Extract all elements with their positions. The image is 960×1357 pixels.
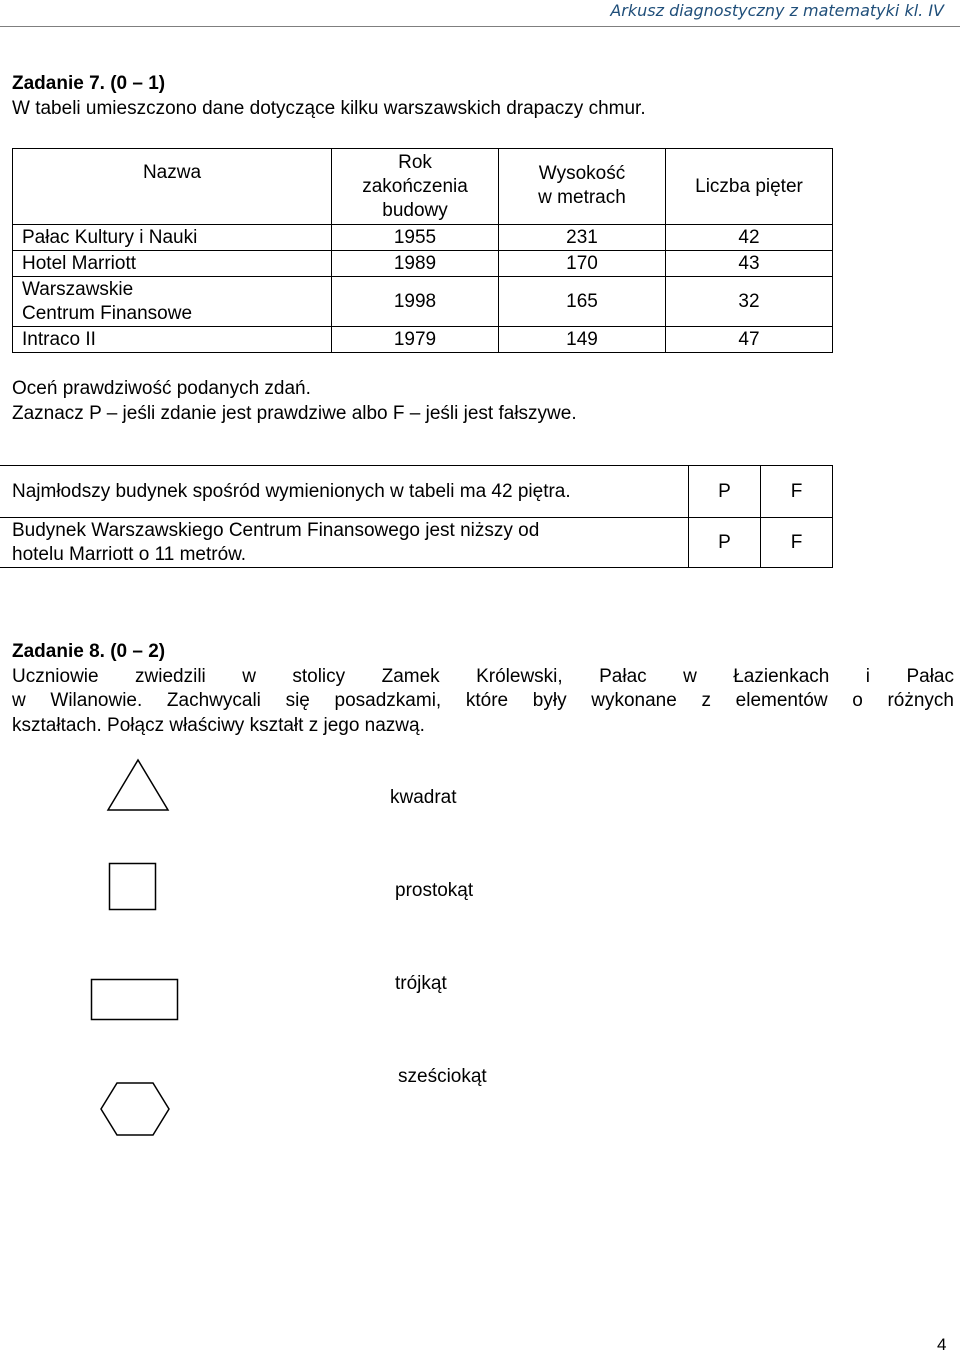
statement-text <box>0 518 689 568</box>
cell-floors: 32 <box>666 277 833 327</box>
cell-height: 231 <box>499 225 666 251</box>
cell-year: 1998 <box>332 277 499 327</box>
answer-false-cell[interactable] <box>761 466 833 518</box>
statement-row <box>0 518 833 568</box>
shape-name-kwadrat[interactable]: kwadrat <box>390 787 457 808</box>
cell-height: 170 <box>499 251 666 277</box>
shape-name-prostokat[interactable]: prostokąt <box>395 880 474 901</box>
true-false-table <box>0 465 833 568</box>
statement-row <box>0 466 833 518</box>
header-year-line3: budowy <box>382 199 448 221</box>
table-row <box>13 225 833 251</box>
rectangle-shape[interactable] <box>90 978 180 1022</box>
task8-text-line3: kształtach. Połącz właściwy kształt z jego nazwą. <box>12 715 425 736</box>
answer-false-option[interactable]: F <box>790 480 803 502</box>
document-header: Arkusz diagnostyczny z matematyki kl. IV <box>610 1 944 20</box>
answer-true-cell[interactable] <box>689 518 761 568</box>
cell-name-line1: Warszawskie <box>22 278 134 300</box>
hexagon-shape[interactable] <box>99 1081 171 1137</box>
header-name <box>13 149 332 225</box>
statement-text-line1: Najmłodszy budynek spośród wymienionych w tabeli ma 42 piętra. <box>12 480 571 502</box>
shape-name-szesciokat[interactable]: sześciokąt <box>398 1066 487 1087</box>
task8-text-line1: Uczniowie zwiedzili w stolicy Zamek Królewski, Pałac w Łazienkach i Pałac <box>12 666 954 687</box>
header-year-line2: zakończenia <box>362 175 468 197</box>
cell-name-line2: Centrum Finansowe <box>22 302 193 324</box>
table-row <box>13 277 833 327</box>
cell-name: Pałac Kultury i Nauki <box>13 225 332 251</box>
answer-false-option[interactable]: F <box>790 531 803 553</box>
task7-intro: W tabeli umieszczono dane dotyczące kilku warszawskich drapaczy chmur. <box>12 98 646 119</box>
header-height-line2: w metrach <box>538 187 626 208</box>
cell-height: 165 <box>499 277 666 327</box>
header-floors-text: Liczba pięter <box>695 175 803 197</box>
header-divider <box>0 26 960 27</box>
cell-name: Intraco II <box>13 327 332 353</box>
cell-name: Hotel Marriott <box>13 251 332 277</box>
header-floors <box>666 149 833 225</box>
header-height <box>499 149 666 225</box>
instruction-line1: Oceń prawdziwość podanych zdań. <box>12 378 311 399</box>
task8-text-line2: w Wilanowie. Zachwycali się posadzkami, które były wykonane z elementów o różnych <box>12 690 954 711</box>
table-row <box>13 251 833 277</box>
shape-name-trojkat[interactable]: trójkąt <box>395 973 447 994</box>
square-shape[interactable] <box>108 862 158 912</box>
header-year-line1: Rok <box>398 151 432 173</box>
header-year <box>332 149 499 225</box>
table-row <box>13 327 833 353</box>
answer-true-option[interactable]: P <box>718 531 731 553</box>
answer-false-cell[interactable] <box>761 518 833 568</box>
cell-height: 149 <box>499 327 666 353</box>
cell-floors: 47 <box>666 327 833 353</box>
header-name-text: Nazwa <box>142 162 202 183</box>
cell-name <box>13 277 332 327</box>
cell-year: 1979 <box>332 327 499 353</box>
skyscrapers-table <box>12 148 833 353</box>
instruction-line2: Zaznacz P – jeśli zdanie jest prawdziwe albo F – jeśli jest fałszywe. <box>12 403 577 424</box>
cell-floors: 43 <box>666 251 833 277</box>
task8-title: Zadanie 8. (0 – 2) <box>12 641 166 662</box>
page-number: 4 <box>937 1335 947 1354</box>
table-header-row <box>13 149 833 225</box>
answer-true-cell[interactable] <box>689 466 761 518</box>
header-height-line1: Wysokość <box>538 163 626 184</box>
triangle-shape[interactable] <box>106 758 170 812</box>
cell-floors: 42 <box>666 225 833 251</box>
answer-true-option[interactable]: P <box>718 480 731 502</box>
task7-title: Zadanie 7. (0 – 1) <box>12 73 166 94</box>
statement-text-line1: Budynek Warszawskiego Centrum Finansowego jest niższy od <box>12 519 540 541</box>
statement-text-line2: hotelu Marriott o 11 metrów. <box>12 543 247 565</box>
cell-year: 1989 <box>332 251 499 277</box>
statement-text <box>0 466 689 518</box>
cell-year: 1955 <box>332 225 499 251</box>
